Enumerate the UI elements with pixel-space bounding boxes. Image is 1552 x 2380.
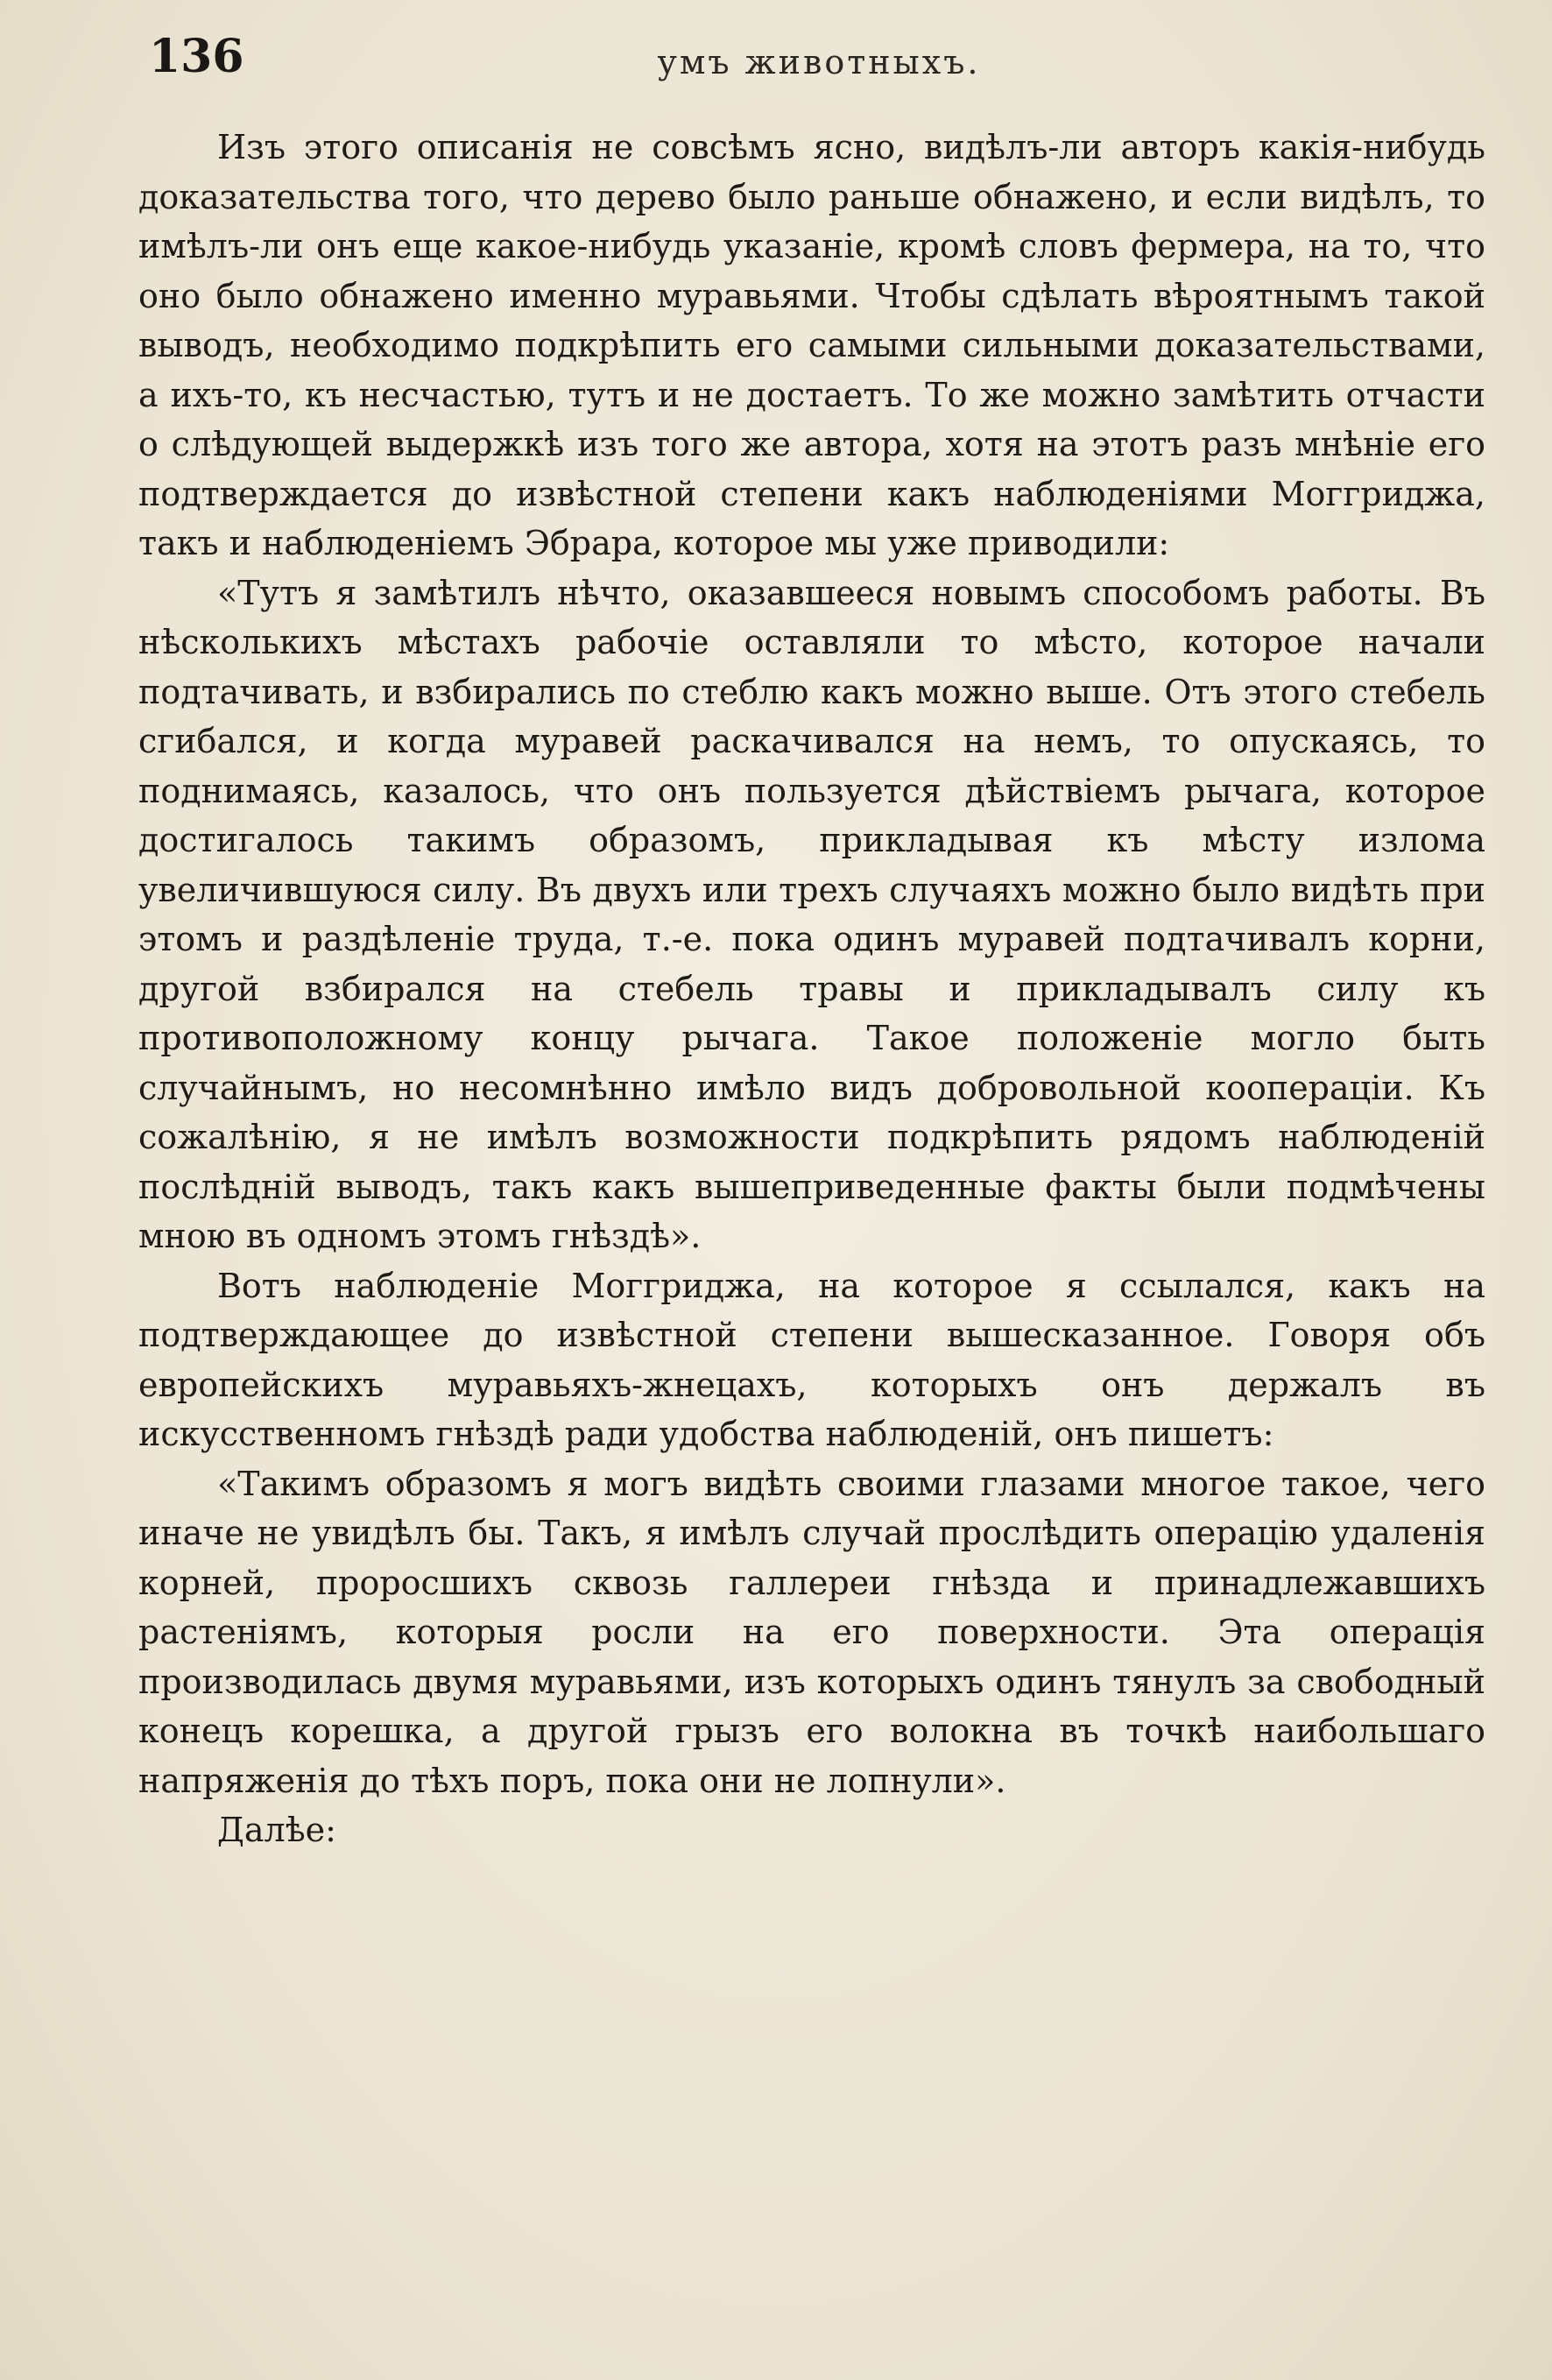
paragraph-author-description: Изъ этого описанія не совсѣмъ ясно, видѣлъ-ли авторъ какія-нибудь доказательства того, что дерево было раньше обнажено, и если видѣлъ, то имѣлъ-ли онъ еще какое-нибудь указаніе, кромѣ словъ фермера, на то, что оно было обнажено именно муравьями. Чтобы сдѣлать вѣроятнымъ такой выводъ, необходимо подкрѣпить его самыми сильными доказательствами, а ихъ-то, къ несчастью, тутъ и не достаетъ. То же можно замѣтить отчасти о слѣдующей выдержкѣ изъ того же автора, хотя на этотъ разъ мнѣніе его подтверждается до извѣстной степени какъ наблюденіями Моггриджа, такъ и наблюденіемъ Эбрара, которое мы уже приводили: — [138, 128, 1485, 562]
body-text — [138, 123, 1485, 1855]
paragraph-quote-lever: «Тутъ я замѣтилъ нѣчто, оказавшееся новымъ способомъ работы. Въ нѣсколькихъ мѣстахъ рабочіе оставляли то мѣсто, которое начали подтачивать, и взбирались по стеблю какъ можно выше. Отъ этого стебель сгибался, и когда муравей раскачивался на немъ, то опускаясь, то поднимаясь, казалось, что онъ пользуется дѣйствіемъ рычага, которое достигалось такимъ образомъ, прикладывая къ мѣсту излома увеличившуюся силу. Въ двухъ или трехъ случаяхъ можно было видѣть при этомъ и раздѣленіе труда, т.-е. пока одинъ муравей подтачивалъ корни, другой взбирался на стебель травы и прикладывалъ силу къ противоположному концу рычага. Такое положеніе могло быть случайнымъ, но несомнѣнно имѣло видъ добровольной кооперацiи. Къ сожалѣнію, я не имѣлъ возможности подкрѣпить рядомъ наблюденій послѣдній выводъ, такъ какъ вышеприведенные факты были подмѣчены мною въ одномъ этомъ гнѣздѣ». — [138, 573, 1485, 1255]
paragraph-further: Далѣе: — [217, 1811, 336, 1849]
running-title: умъ животныхъ. — [657, 43, 981, 81]
paragraph-quote-roots: «Такимъ образомъ я могъ видѣть своими глазами многое такое, чего иначе не увидѣлъ бы. Такъ, я имѣлъ случай прослѣдить операцію удаленія корней, проросшихъ сквозь галлереи гнѣзда и принадлежавшихъ растеніямъ, которыя росли на его поверхности. Эта операція производилась двумя муравьями, изъ которыхъ одинъ тянулъ за свободный конецъ корешка, а другой грызъ его волокна въ точкѣ наибольшаго напряженія до тѣхъ поръ, пока они не лопнули». — [138, 1464, 1485, 1800]
paragraph-moggridge-observation: Вотъ наблюденіе Моггриджа, на которое я ссылался, какъ на подтверждающее до извѣстной степени вышесказанное. Говоря объ европейскихъ муравьяхъ-жнецахъ, которыхъ онъ держалъ въ искусственномъ гнѣздѣ ради удобства наблюденій, онъ пишетъ: — [138, 1266, 1485, 1453]
page-header — [149, 26, 1489, 88]
page-number: 136 — [149, 30, 244, 83]
